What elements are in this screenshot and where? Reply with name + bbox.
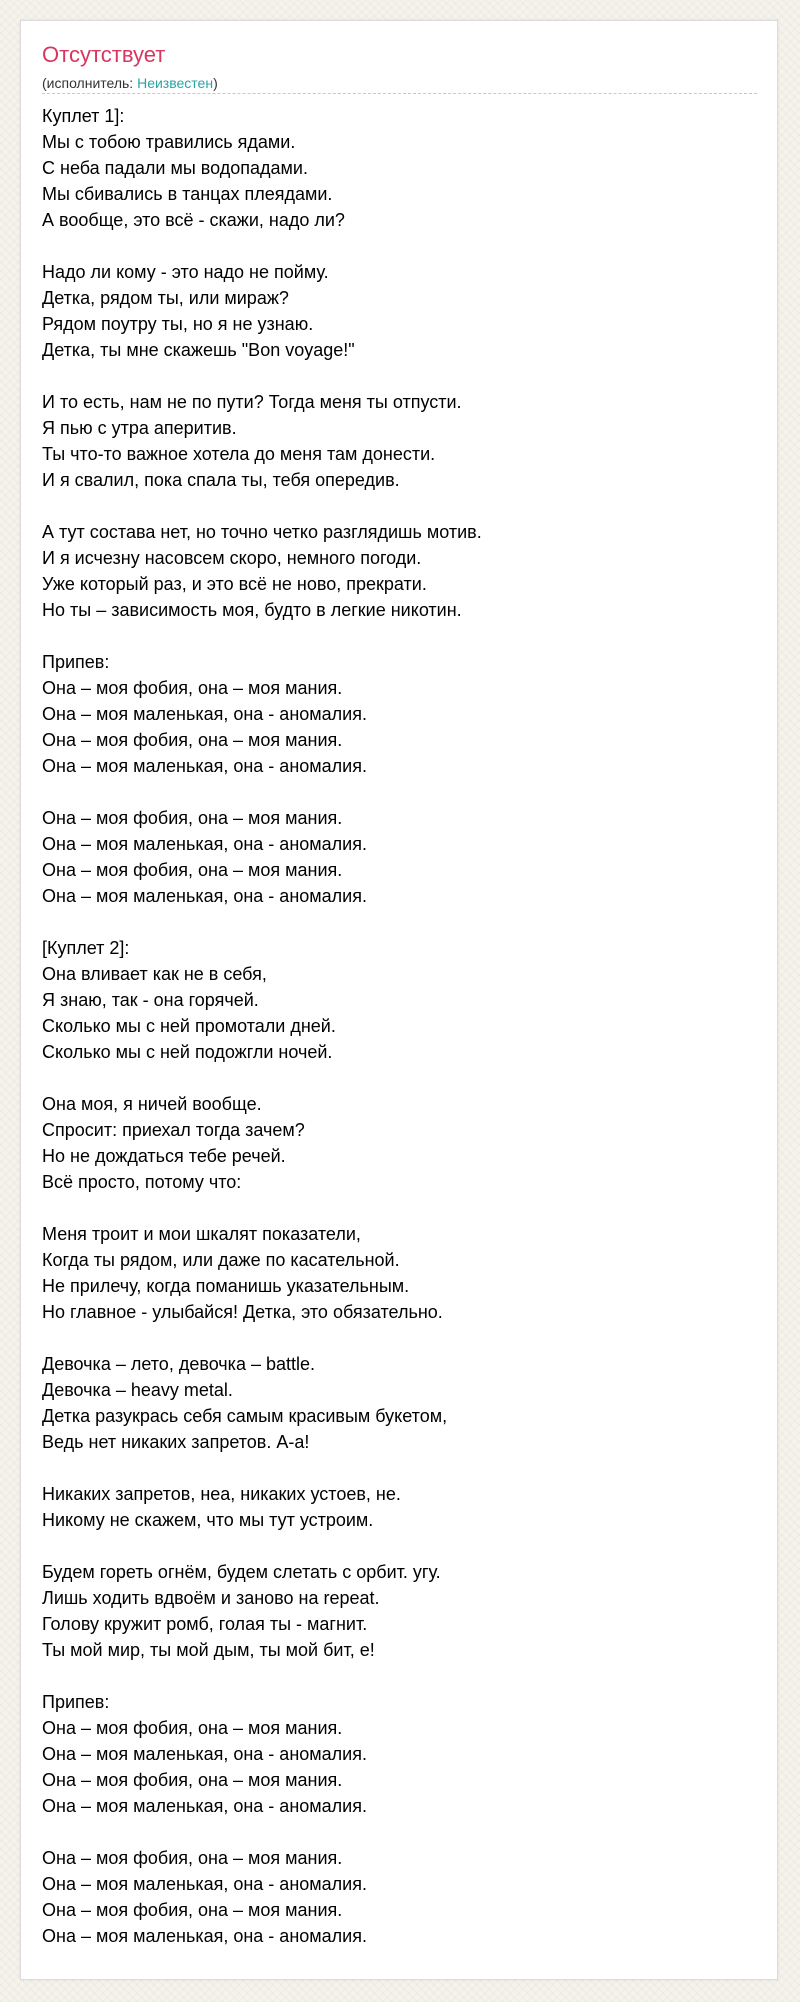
lyric-line: Девочка – лето, девочка – battle. — [42, 1354, 316, 1374]
lyric-line: А вообще, это всё - скажи, надо ли? — [42, 210, 345, 230]
lyric-line: Она – моя фобия, она – моя мания. — [42, 730, 343, 750]
lyric-line: Всё просто, потому что: — [42, 1172, 242, 1192]
stanza-gap — [42, 363, 757, 389]
lyric-line: Я знаю, так - она горячей. — [42, 990, 259, 1010]
lyric-line: Она – моя фобия, она – моя мания. — [42, 1848, 343, 1868]
lyric-line: Она – моя фобия, она – моя мания. — [42, 1770, 343, 1790]
lyric-line: Она – моя маленькая, она - аномалия. — [42, 1926, 367, 1946]
lyric-line: И я свалил, пока спала ты, тебя опередив. — [42, 470, 400, 490]
artist-link[interactable]: Неизвестен — [137, 75, 214, 91]
song-title: Отсутствует — [42, 42, 166, 67]
lyric-line: И то есть, нам не по пути? Тогда меня ты отпусти. — [42, 392, 462, 412]
lyric-line: Она – моя маленькая, она - аномалия. — [42, 1744, 367, 1764]
lyric-line: А тут состава нет, но точно четко разглядишь мотив. — [42, 522, 482, 542]
lyric-line: Голову кружит ромб, голая ты - магнит. — [42, 1614, 368, 1634]
stanza-gap — [42, 1533, 757, 1559]
stanza-gap — [42, 779, 757, 805]
artist-suffix: ) — [213, 75, 218, 91]
lyric-line: Но главное - улыбайся! Детка, это обязательно. — [42, 1302, 443, 1322]
lyric-line: Она – моя маленькая, она - аномалия. — [42, 1796, 367, 1816]
lyric-line: Уже который раз, и это всё не ново, прекрати. — [42, 574, 427, 594]
lyric-line: Она – моя маленькая, она - аномалия. — [42, 834, 367, 854]
lyric-line: [Куплет 2]: — [42, 938, 130, 958]
lyric-line: Никаких запретов, неа, никаких устоев, не. — [42, 1484, 401, 1504]
lyric-line: Надо ли кому - это надо не пойму. — [42, 262, 329, 282]
lyric-line: Детка, рядом ты, или мираж? — [42, 288, 289, 308]
lyric-line: Ведь нет никаких запретов. А-а! — [42, 1432, 310, 1452]
lyric-line: Куплет 1]: — [42, 106, 125, 126]
stanza-gap — [42, 1819, 757, 1845]
title-divider — [42, 93, 757, 94]
lyric-line: Ты мой мир, ты мой дым, ты мой бит, е! — [42, 1640, 375, 1660]
stanza-gap — [42, 1195, 757, 1221]
lyric-line: Когда ты рядом, или даже по касательной. — [42, 1250, 400, 1270]
lyric-line: С неба падали мы водопадами. — [42, 158, 308, 178]
lyric-line: Она – моя фобия, она – моя мания. — [42, 808, 343, 828]
lyric-line: Она – моя маленькая, она - аномалия. — [42, 756, 367, 776]
lyric-line: Она вливает как не в себя, — [42, 964, 267, 984]
lyric-line: Девочка – heavy metal. — [42, 1380, 233, 1400]
lyric-line: Она – моя маленькая, она - аномалия. — [42, 704, 367, 724]
lyrics-card — [20, 20, 778, 1980]
lyric-line: Она – моя фобия, она – моя мания. — [42, 1900, 343, 1920]
lyric-line: Никому не скажем, что мы тут устроим. — [42, 1510, 374, 1530]
lyric-line: Припев: — [42, 652, 110, 672]
lyric-line: Рядом поутру ты, но я не узнаю. — [42, 314, 314, 334]
stanza-gap — [42, 623, 757, 649]
stanza-gap — [42, 909, 757, 935]
stanza-gap — [42, 493, 757, 519]
lyric-line: Спросит: приехал тогда зачем? — [42, 1120, 305, 1140]
lyric-line: Лишь ходить вдвоём и заново на repeat. — [42, 1588, 380, 1608]
artist-line — [42, 74, 218, 92]
lyric-line: И я исчезну насовсем скоро, немного погоди. — [42, 548, 422, 568]
lyric-line: Она – моя маленькая, она - аномалия. — [42, 886, 367, 906]
lyric-line: Не прилечу, когда поманишь указательным. — [42, 1276, 410, 1296]
lyric-line: Ты что-то важное хотела до меня там донести. — [42, 444, 436, 464]
lyric-line: Я пью с утра аперитив. — [42, 418, 237, 438]
lyric-line: Мы сбивались в танцах плеядами. — [42, 184, 333, 204]
artist-prefix: (исполнитель: — [42, 75, 138, 91]
lyric-line: Припев: — [42, 1692, 110, 1712]
lyric-line: Но не дождаться тебе речей. — [42, 1146, 286, 1166]
lyric-line: Сколько мы с ней промотали дней. — [42, 1016, 336, 1036]
lyric-line: Меня троит и мои шкалят показатели, — [42, 1224, 361, 1244]
lyric-line: Она – моя фобия, она – моя мания. — [42, 678, 343, 698]
stanza-gap — [42, 1065, 757, 1091]
lyric-line: Детка, ты мне скажешь "Bon voyage!" — [42, 340, 355, 360]
lyric-line: Мы с тобою травились ядами. — [42, 132, 296, 152]
lyric-line: Будем гореть огнём, будем слетать с орбит. угу. — [42, 1562, 441, 1582]
lyric-line: Детка разукрась себя самым красивым букетом, — [42, 1406, 448, 1426]
lyric-line: Она – моя фобия, она – моя мания. — [42, 1718, 343, 1738]
lyric-line: Она моя, я ничей вообще. — [42, 1094, 262, 1114]
stanza-gap — [42, 1455, 757, 1481]
lyric-line: Она – моя маленькая, она - аномалия. — [42, 1874, 367, 1894]
lyric-line: Сколько мы с ней подожгли ночей. — [42, 1042, 333, 1062]
stanza-gap — [42, 233, 757, 259]
stanza-gap — [42, 1325, 757, 1351]
lyric-line: Но ты – зависимость моя, будто в легкие никотин. — [42, 600, 462, 620]
lyric-line: Она – моя фобия, она – моя мания. — [42, 860, 343, 880]
stanza-gap — [42, 1663, 757, 1689]
lyrics-body — [42, 103, 757, 1949]
